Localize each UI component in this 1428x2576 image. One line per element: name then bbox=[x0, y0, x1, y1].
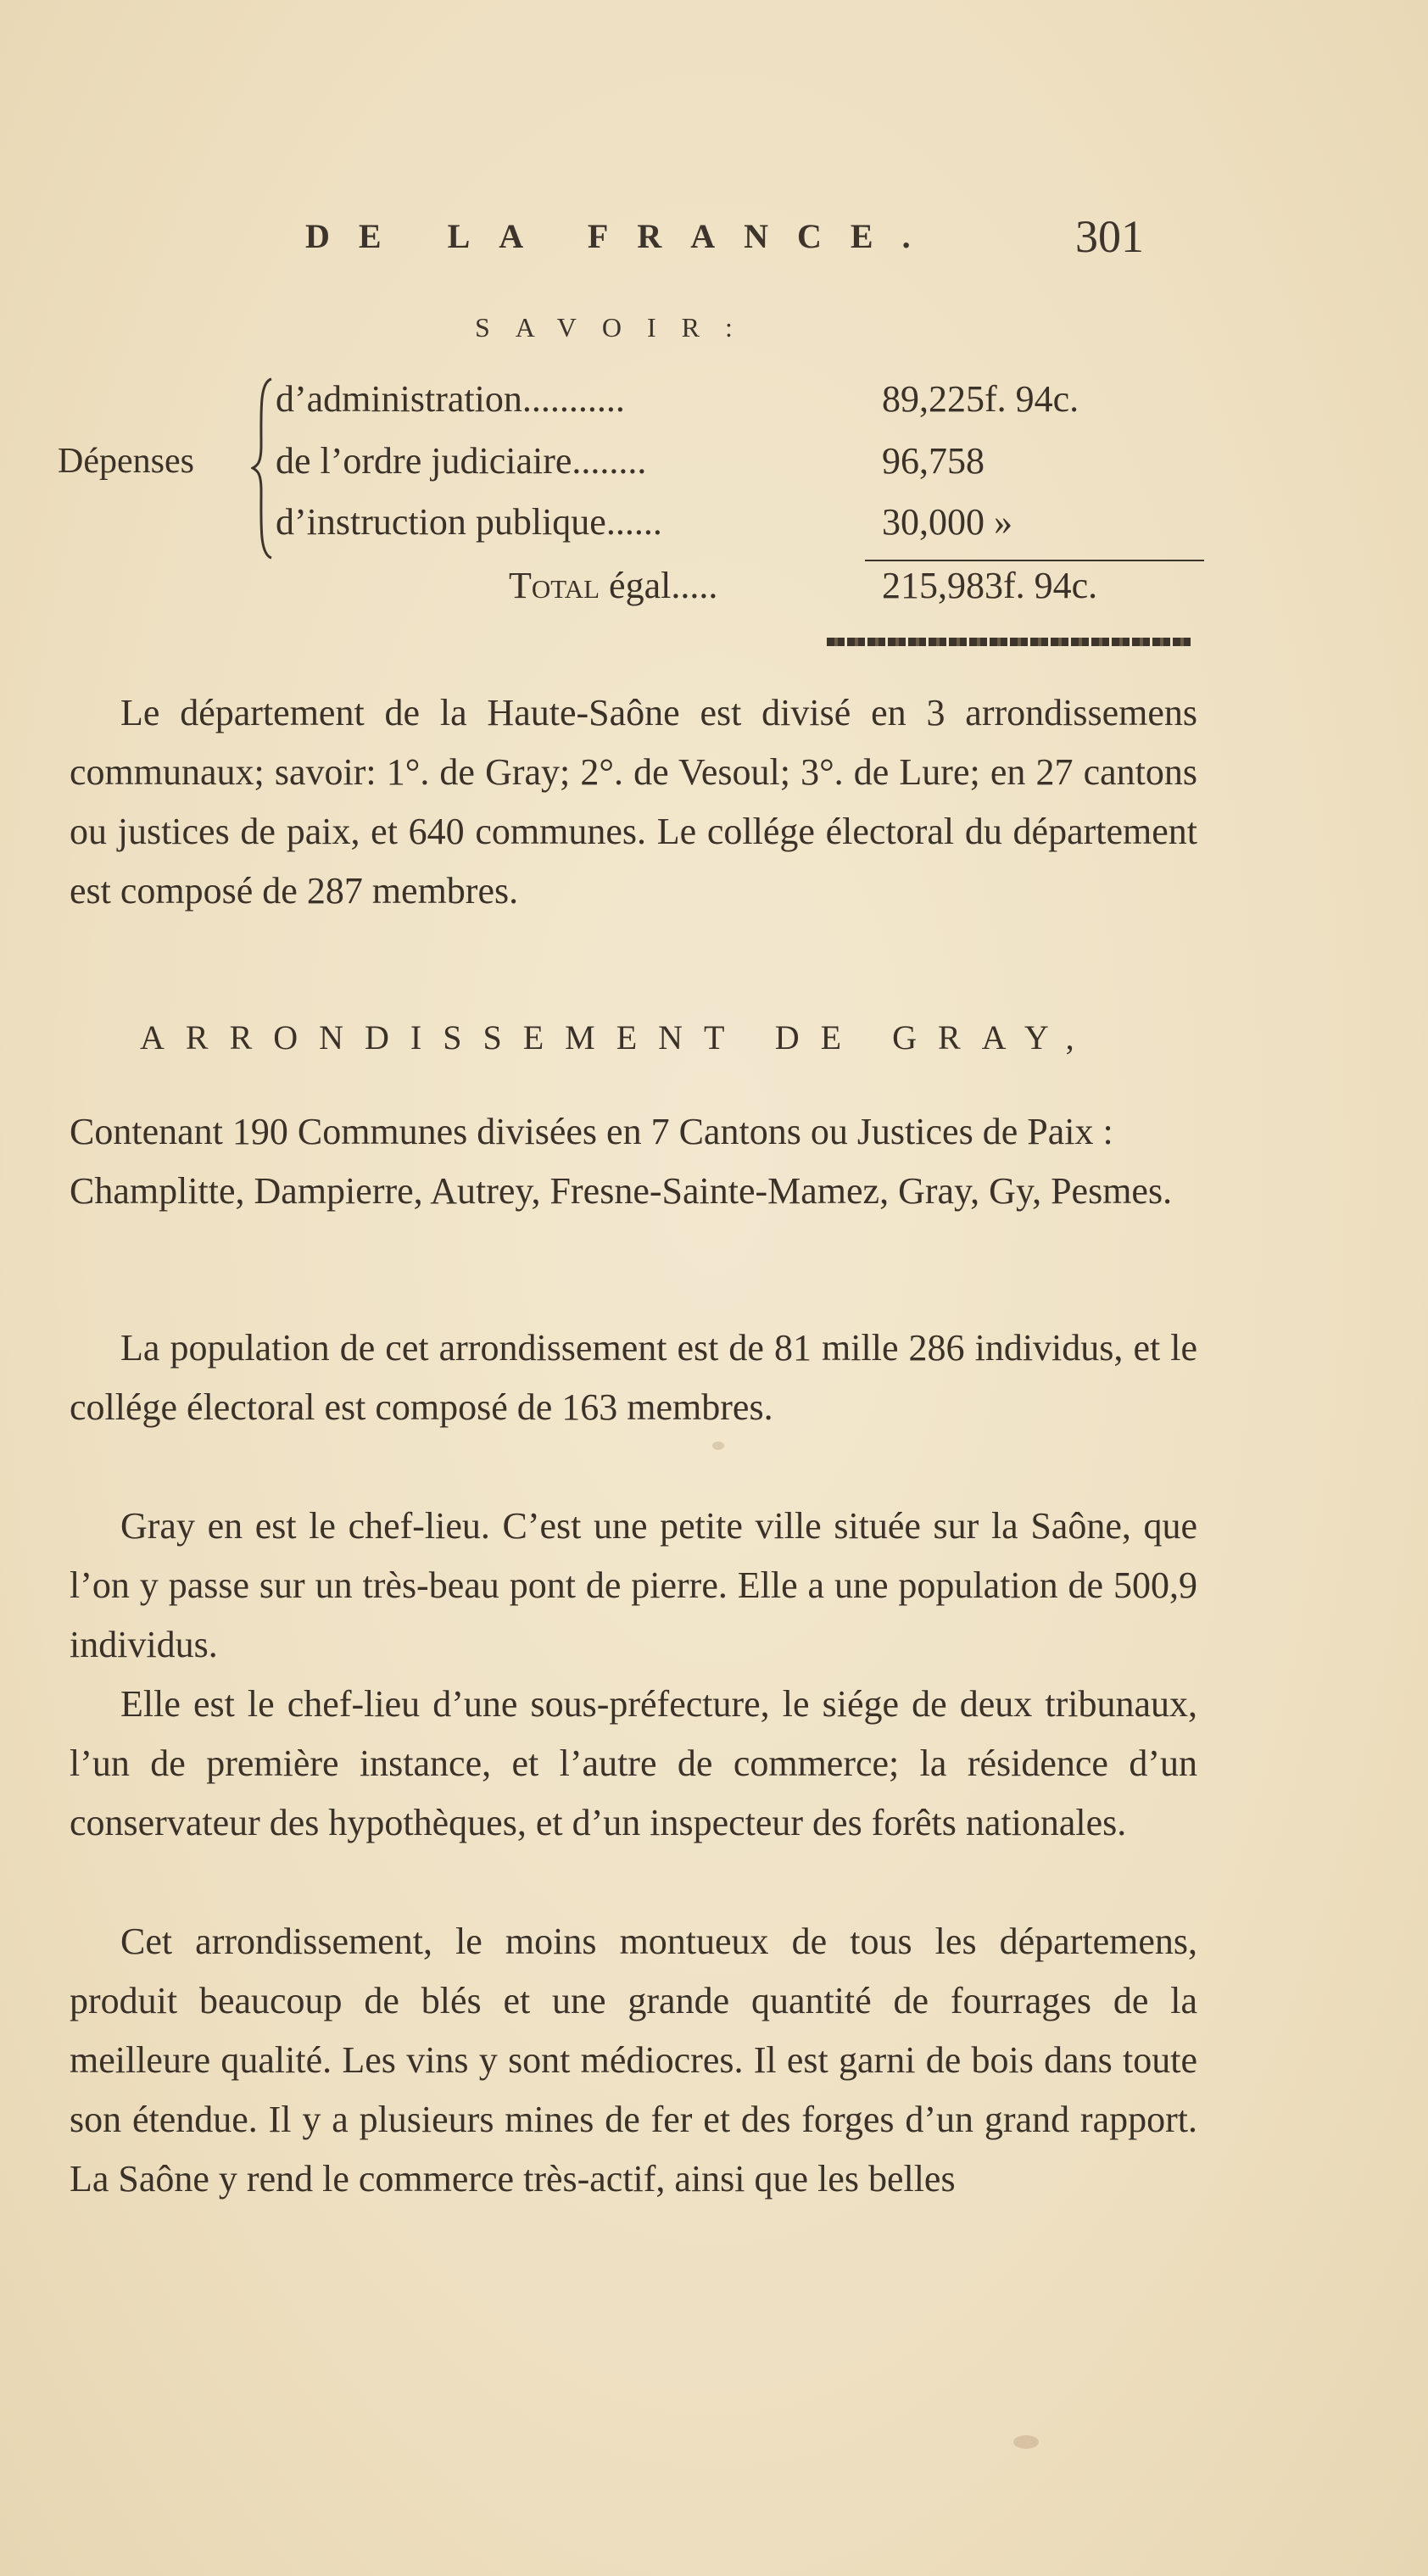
expenses-label: Dépenses bbox=[58, 442, 194, 481]
section-contains-text: Contenant 190 Communes divisées en 7 Cantons ou Justices de Paix : Champlitte, Dampierre, Autrey, Fresne-Sainte-Mamez, Gray, Gy, Pesmes. bbox=[70, 1111, 1173, 1212]
total-label-rest: égal..... bbox=[600, 565, 718, 606]
paper-stain bbox=[712, 1441, 724, 1450]
page-number: 301 bbox=[1075, 211, 1144, 262]
ornamental-rule bbox=[827, 638, 1191, 646]
paragraph-population: La population de cet arrondissement est de 81 mille 286 individus, et le collége électoral est composé de 163 membres. bbox=[70, 1327, 1197, 1428]
section-heading: ARRONDISSEMENT DE GRAY, bbox=[140, 1018, 1096, 1057]
intro-paragraph: Le département de la Haute-Saône est divisé en 3 arrondissemens communaux; savoir: 1°. de Gray; 2°. de Vesoul; 3°. de Lure; en 27 cantons ou justices de paix, et 640 communes. Le collége électoral du département est composé de 287 membres. bbox=[70, 692, 1197, 912]
sum-rule bbox=[865, 560, 1204, 561]
paragraph-sous-prefecture: Elle est le chef-lieu d’une sous-préfecture, le siége de deux tribunaux, l’un de première instance, et l’autre de commerce; la résidence d’un conservateur des hypothèques, et d’un inspecteur des forêts nationales. bbox=[70, 1683, 1197, 1843]
paragraph-gray: Gray en est le chef-lieu. C’est une petite ville située sur la Saône, que l’on y passe sur un très-beau pont de pierre. Elle a une population de 500,9 individus. bbox=[70, 1505, 1197, 1665]
paragraph-arrondissement: Cet arrondissement, le moins montueux de tous les départemens, produit beaucoup de blés et une grande quantité de fourrages de la meilleure qualité. Les vins y sont médiocres. Il est garni de bois dans toute son étendue. Il y a plusieurs mines de fer et des forges d’un grand rapport. La Saône y rend le commerce très-actif, ainsi que les belles bbox=[70, 1921, 1197, 2200]
expense-item-administration: d’administration........... bbox=[276, 378, 625, 420]
running-head: DE LA FRANCE. bbox=[305, 217, 940, 255]
paper-stain bbox=[1013, 2435, 1039, 2449]
expense-item-judiciaire: de l’ordre judiciaire........ bbox=[276, 440, 647, 482]
expense-value-judiciaire: 96,758 bbox=[882, 440, 985, 482]
expense-value-administration: 89,225f. 94c. bbox=[882, 378, 1079, 420]
total-label bbox=[509, 564, 717, 607]
total-label-small-caps: Total bbox=[509, 565, 600, 606]
expense-item-instruction: d’instruction publique...... bbox=[276, 501, 662, 543]
total-value: 215,983f. 94c. bbox=[882, 565, 1098, 606]
expense-value-instruction: 30,000 » bbox=[882, 501, 1012, 543]
curly-brace-icon bbox=[251, 377, 273, 560]
expenses-heading: SAVOIR: bbox=[475, 312, 758, 343]
section-contains bbox=[70, 1102, 1197, 1221]
